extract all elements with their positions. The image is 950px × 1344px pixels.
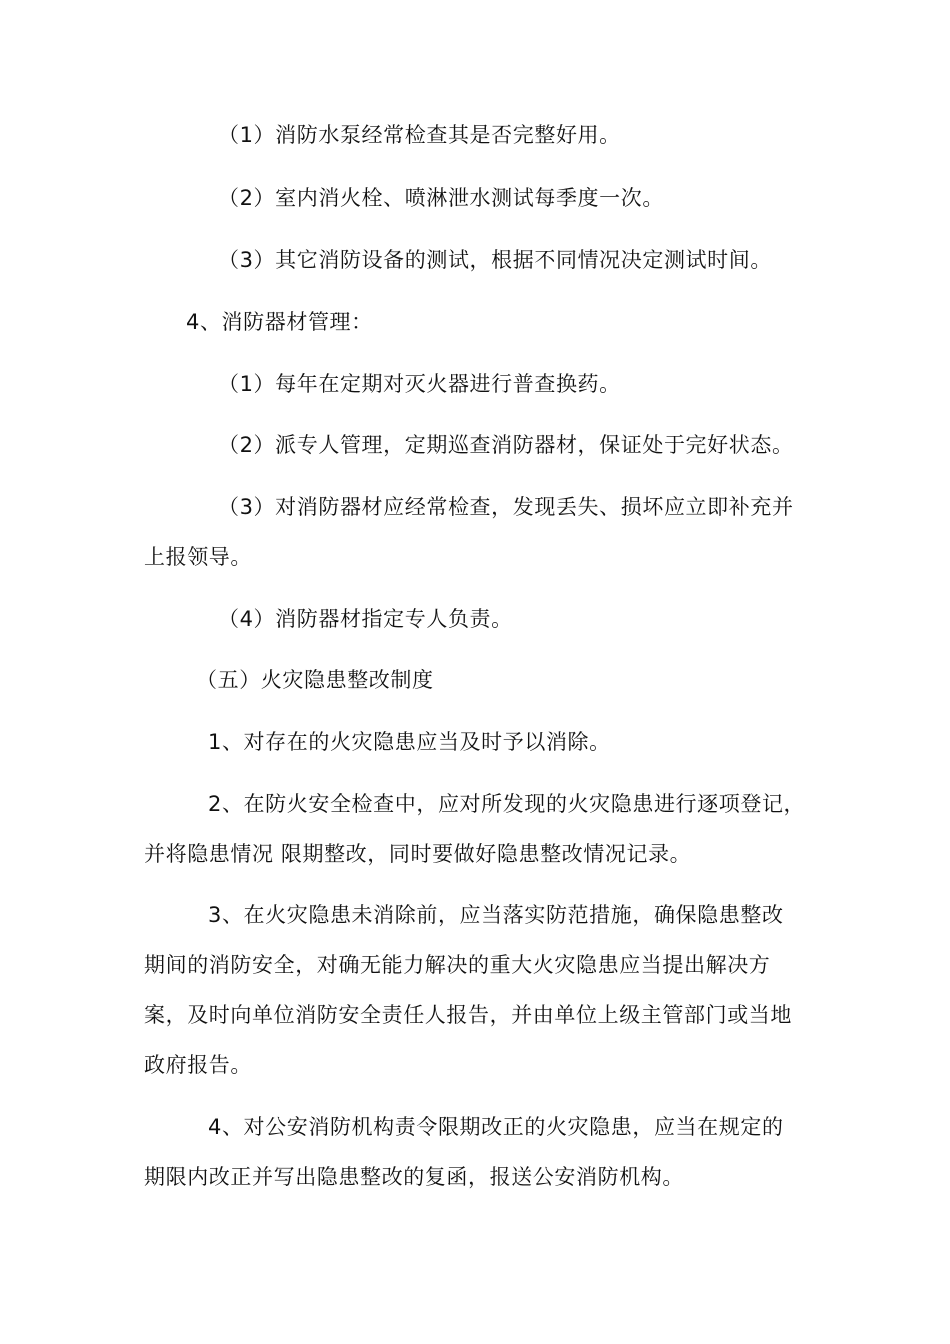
paragraph-3-line3: 案，及时向单位消防安全责任人报告，并由单位上级主管部门或当地	[144, 1003, 792, 1027]
paragraph-4-line2: 期限内改正并写出隐患整改的复函，报送公安消防机构。	[144, 1165, 684, 1189]
paragraph-2-line1: 2、在防火安全检查中，应对所发现的火灾隐患进行逐项登记，	[208, 792, 806, 816]
paragraph-4-line1: 4、对公安消防机构责令限期改正的火灾隐患，应当在规定的	[208, 1115, 784, 1139]
section-heading-hazard-rectification: （五）火灾隐患整改制度	[196, 668, 434, 692]
item-pump-check: （1）消防水泵经常检查其是否完整好用。	[218, 123, 621, 147]
item-assigned-responsibility: （4）消防器材指定专人负责。	[218, 607, 513, 631]
paragraph-3-line1: 3、在火灾隐患未消除前，应当落实防范措施，确保隐患整改	[208, 903, 784, 927]
paragraph-3-line4: 政府报告。	[144, 1053, 252, 1077]
paragraph-3-line2: 期间的消防安全，对确无能力解决的重大火灾隐患应当提出解决方	[144, 953, 771, 977]
item-regular-check-line2: 上报领导。	[144, 545, 252, 569]
item-extinguisher-inspection: （1）每年在定期对灭火器进行普查换药。	[218, 372, 621, 396]
paragraph-1: 1、对存在的火灾隐患应当及时予以消除。	[208, 730, 611, 754]
item-other-equipment-test: （3）其它消防设备的测试，根据不同情况决定测试时间。	[218, 248, 772, 272]
item-hydrant-test: （2）室内消火栓、喷淋泄水测试每季度一次。	[218, 186, 664, 210]
section-heading-equipment-management: 4、消防器材管理：	[186, 310, 373, 334]
paragraph-2-line2: 并将隐患情况 限期整改，同时要做好隐患整改情况记录。	[144, 842, 692, 866]
item-dedicated-staff: （2）派专人管理，定期巡查消防器材，保证处于完好状态。	[218, 433, 794, 457]
item-regular-check-line1: （3）对消防器材应经常检查，发现丢失、损坏应立即补充并	[218, 495, 794, 519]
